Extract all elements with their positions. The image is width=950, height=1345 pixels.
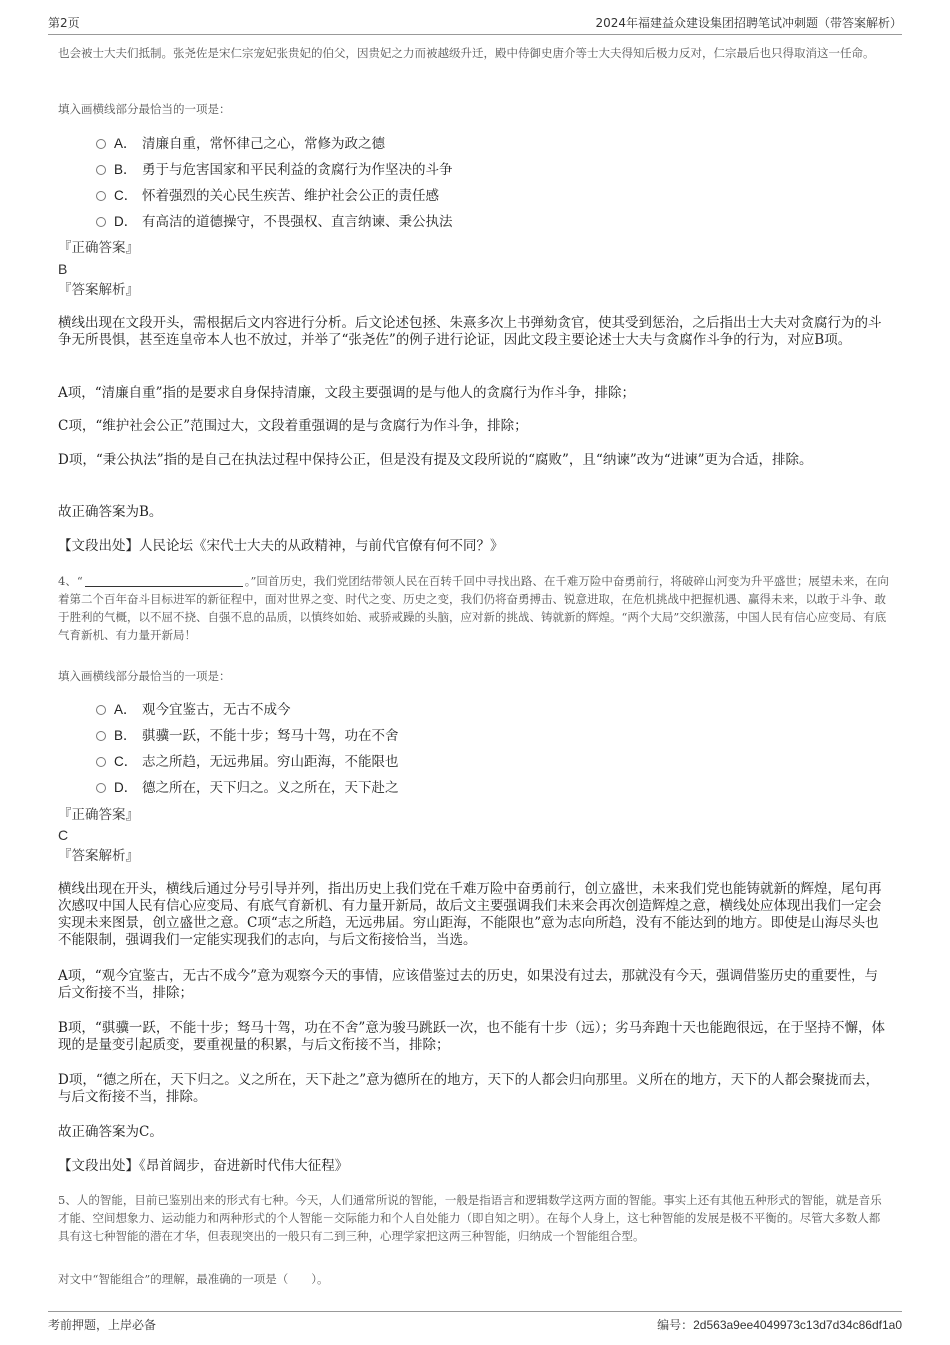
radio-icon[interactable]: [96, 783, 106, 793]
q3-source: 【文段出处】人民论坛《宋代士大夫的从政精神，与前代官僚有何不同？》: [58, 538, 504, 554]
page-number: 第2页: [48, 16, 80, 30]
q4-analysis-paragraph: 横线出现在开头，横线后通过分号引导并列，指出历史上我们党在千难万险中奋勇前行，创立盛世，未来我们党也能铸就新的辉煌，尾句再次感叹中国人民有信心应变局、有底气育新机、有力量开新局，故后文主要强调我们未来会再次创造辉煌之意，横线处应体现出我们一定会实现未来图景，创立盛世之意。C项“志之所趋，无远弗届。穷山距海，不能限也”意为志向所趋，没有不能达到的地方。即使是山海尽头也不能限制，强调我们一定能实现我们的志向，与后文衔接恰当，当选。: [58, 881, 882, 948]
radio-icon[interactable]: [96, 705, 106, 715]
q4-stem: 4、“ 。”回首历史，我们党团结带领人民在百转千回中寻找出路、在千难万险中奋勇前行，将破碎山河变为升平盛世；展望未来，在向着第二个百年奋斗目标进军的新征程中，面对世界之变、时代之变、历史之变，我们仍将奋勇搏击、锐意进取，在危机挑战中把握机遇、赢得未来，以敢于斗争、敢于胜利的气概，以不屈不挠、自强不息的品质，以慎终如始、戒骄戒躁的头脑，应对新的挑战、铸就新的辉煌。“两个大局”交织激荡，中国人民有信心应变局、有底气育新机、有力量开新局！: [58, 574, 889, 642]
q3-answer: B: [58, 261, 68, 277]
q5-stem: 5、人的智能，目前已鉴别出来的形式有七种。今天，人们通常所说的智能，一般是指语言和逻辑数学这两方面的智能。事实上还有其他五种形式的智能，就是音乐才能、空间想象力、运动能力和两种形式的个人智能－交际能力和个人自处能力（即自知之明）。在每个人身上，这七种智能的发展是极不平衡的。尽管大多数人都具有这七种智能的潜在才华，但表现突出的一般只有二到三种，心理学家把这两三种智能，归纳成一个智能组合型。: [58, 1193, 882, 1243]
q4-analysis-conclusion: 故正确答案为C。: [58, 1124, 163, 1140]
q3-analysis-paragraph: 横线出现在文段开头，需根据后文内容进行分析。后文论述包拯、朱熹多次上书弹劾贪官，使其受到惩治，之后指出士大夫对贪腐行为的斗争无所畏惧，甚至连皇帝本人也不放过，并举了“张尧佐”的例子进行论证，因此文段主要论述士大夫与贪腐作斗争的行为，对应B项。: [58, 315, 882, 348]
q3-option-c[interactable]: C． 怀着强烈的关心民生疾苦、维护社会公正的责任感: [96, 186, 439, 206]
q4-option-b[interactable]: B． 骐骥一跃，不能十步；驽马十驾，功在不舍: [96, 726, 399, 746]
radio-icon[interactable]: [96, 139, 106, 149]
q4-option-c[interactable]: C． 志之所趋，无远弗届。穷山距海，不能限也: [96, 752, 399, 772]
q3-option-a[interactable]: A． 清廉自重，常怀律己之心，常修为政之德: [96, 134, 385, 154]
q4-source: 【文段出处】《昂首阔步，奋进新时代伟大征程》: [58, 1158, 349, 1174]
intro-text: 也会被士大夫们抵制。张尧佐是宋仁宗宠妃张贵妃的伯父，因贵妃之力而被越级升迁，殿中侍御史唐介等士大夫得知后极力反对，仁宗最后也只得取消这一任命。: [58, 46, 875, 60]
q3-analysis-paragraph: C项，“维护社会公正”范围过大，文段着重强调的是与贪腐行为作斗争，排除；: [58, 418, 528, 434]
q4-analysis-label: 『答案解析』: [58, 848, 139, 864]
document-code: 编号：2d563a9ee4049973c13d7d34c86df1a0: [657, 1318, 902, 1332]
q3-analysis-label: 『答案解析』: [58, 282, 139, 298]
q3-analysis-paragraph: A项，“清廉自重”指的是要求自身保持清廉，文段主要强调的是与他人的贪腐行为作斗争，排除；: [58, 385, 636, 401]
radio-icon[interactable]: [96, 731, 106, 741]
page-footer: [48, 1311, 902, 1336]
q3-analysis-paragraph: D项，“秉公执法”指的是自己在执法过程中保持公正，但是没有提及文段所说的“腐败”，且“纳谏”改为“进谏”更为合适，排除。: [58, 452, 813, 468]
q3-option-b[interactable]: B． 勇于与危害国家和平民利益的贪腐行为作坚决的斗争: [96, 160, 453, 180]
radio-icon[interactable]: [96, 165, 106, 175]
q4-analysis-paragraph: B项，“骐骥一跃，不能十步；驽马十驾，功在不舍”意为骏马跳跃一次，也不能有十步（远）；劣马奔跑十天也能跑很远，在于坚持不懈，体现的是量变引起质变，要重视量的积累，与后文衔接不当，排除；: [58, 1020, 885, 1053]
answer-blank: [85, 574, 243, 587]
q4-answer: C: [58, 827, 69, 843]
footer-slogan: 考前押题，上岸必备: [48, 1318, 157, 1332]
document-title: 2024年福建益众建设集团招聘笔试冲刺题（带答案解析）: [595, 16, 902, 30]
radio-icon[interactable]: [96, 217, 106, 227]
q3-analysis-conclusion: 故正确答案为B。: [58, 504, 163, 520]
q3-option-d[interactable]: D． 有高洁的道德操守，不畏强权、直言纳谏、秉公执法: [96, 212, 453, 232]
radio-icon[interactable]: [96, 191, 106, 201]
q4-analysis-paragraph: A项，“观今宜鉴古，无古不成今”意为观察今天的事情，应该借鉴过去的历史，如果没有过去，那就没有今天，强调借鉴历史的重要性，与后文衔接不当，排除；: [58, 968, 879, 1001]
q5-question: 对文中“智能组合”的理解，最准确的一项是（ ）。: [58, 1272, 329, 1286]
q3-answer-label: 『正确答案』: [58, 240, 139, 256]
q4-prompt: 填入画横线部分最恰当的一项是：: [58, 669, 231, 683]
page-header: [48, 10, 902, 35]
q3-prompt: 填入画横线部分最恰当的一项是：: [58, 102, 231, 116]
q4-option-d[interactable]: D． 德之所在，天下归之。义之所在，天下赴之: [96, 778, 399, 798]
radio-icon[interactable]: [96, 757, 106, 767]
q4-analysis-paragraph: D项，“德之所在，天下归之。义之所在，天下赴之”意为德所在的地方，天下的人都会归向那里。义所在的地方，天下的人都会聚拢而去，与后文衔接不当，排除。: [58, 1072, 880, 1105]
q4-option-a[interactable]: A． 观今宜鉴古，无古不成今: [96, 700, 291, 720]
q4-answer-label: 『正确答案』: [58, 807, 139, 823]
